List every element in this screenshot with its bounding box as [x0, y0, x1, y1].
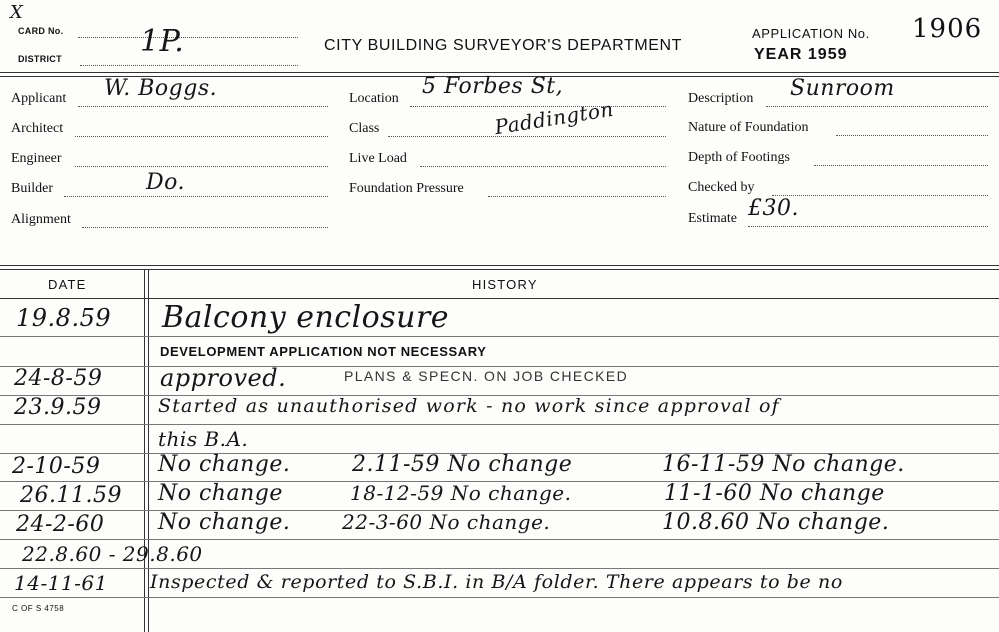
history-entry: this B.A.	[158, 427, 249, 451]
history-column-header: HISTORY	[472, 277, 538, 292]
history-date: 24-8-59	[14, 366, 103, 391]
application-number: 1906	[912, 14, 983, 44]
depth-of-footings-label: Depth of Footings	[688, 150, 790, 165]
location-value: 5 Forbes St,	[422, 74, 564, 99]
description-value: Sunroom	[790, 76, 895, 101]
history-date: 26.11.59	[20, 483, 122, 508]
history-entry: Started as unauthorised work - no work since approval of	[158, 395, 780, 417]
history-date: 14-11-61	[14, 571, 108, 595]
architect-label: Architect	[11, 121, 64, 136]
district-value: 1P.	[140, 24, 185, 59]
history-entry-3: 16-11-59 No change.	[662, 452, 905, 477]
history-entry: Balcony enclosure	[162, 300, 450, 335]
description-label: Description	[688, 91, 754, 106]
history-date: 24-2-60	[16, 512, 105, 537]
engineer-label: Engineer	[11, 151, 62, 166]
history-entry: No change	[158, 481, 283, 506]
department-title: CITY BUILDING SURVEYOR'S DEPARTMENT	[324, 37, 683, 54]
alignment-label: Alignment	[11, 212, 71, 227]
development-stamp: DEVELOPMENT APPLICATION NOT NECESSARY	[160, 344, 487, 359]
card-corner-mark: X	[10, 2, 24, 23]
estimate-label: Estimate	[688, 211, 737, 226]
history-entry: No change.	[158, 452, 291, 477]
history-entry-3: 10.8.60 No change.	[662, 510, 890, 535]
history-entry: approved.	[160, 364, 287, 392]
builder-label: Builder	[11, 181, 53, 196]
foundation-pressure-label: Foundation Pressure	[349, 181, 464, 196]
builder-value: Do.	[146, 170, 185, 195]
estimate-value: £30.	[748, 196, 799, 221]
history-date: 2-10-59	[12, 454, 101, 479]
history-entry-2: 2.11-59 No change	[352, 452, 573, 477]
plans-checked-stamp: PLANS & SPECN. ON JOB CHECKED	[344, 368, 629, 384]
location-label: Location	[349, 91, 399, 106]
history-entry-2: 22-3-60 No change.	[342, 510, 551, 534]
card-no-label: CARD No.	[18, 26, 64, 36]
history-date: 22.8.60 - 29.8.60	[22, 542, 203, 566]
district-label: DISTRICT	[18, 54, 62, 64]
applicant-label: Applicant	[11, 91, 67, 106]
history-entry: No change.	[158, 510, 291, 535]
live-load-label: Live Load	[349, 151, 407, 166]
form-number: C OF S 4758	[12, 604, 65, 613]
applicant-value: W. Boggs.	[104, 76, 218, 101]
history-entry: Inspected & reported to S.B.I. in B/A folder. There appears to be no	[150, 571, 843, 593]
application-no-label: APPLICATION No.	[752, 26, 870, 41]
location-suburb-value: Paddington	[492, 96, 616, 140]
history-date: 19.8.59	[16, 304, 112, 332]
nature-of-foundation-label: Nature of Foundation	[688, 120, 809, 135]
checked-by-label: Checked by	[688, 180, 755, 195]
class-label: Class	[349, 121, 380, 136]
year-label: YEAR 1959	[754, 46, 848, 63]
history-entry-2: 18-12-59 No change.	[350, 481, 572, 505]
history-entry-3: 11-1-60 No change	[664, 481, 885, 506]
date-column-header: DATE	[48, 277, 87, 292]
history-date: 23.9.59	[14, 395, 102, 420]
